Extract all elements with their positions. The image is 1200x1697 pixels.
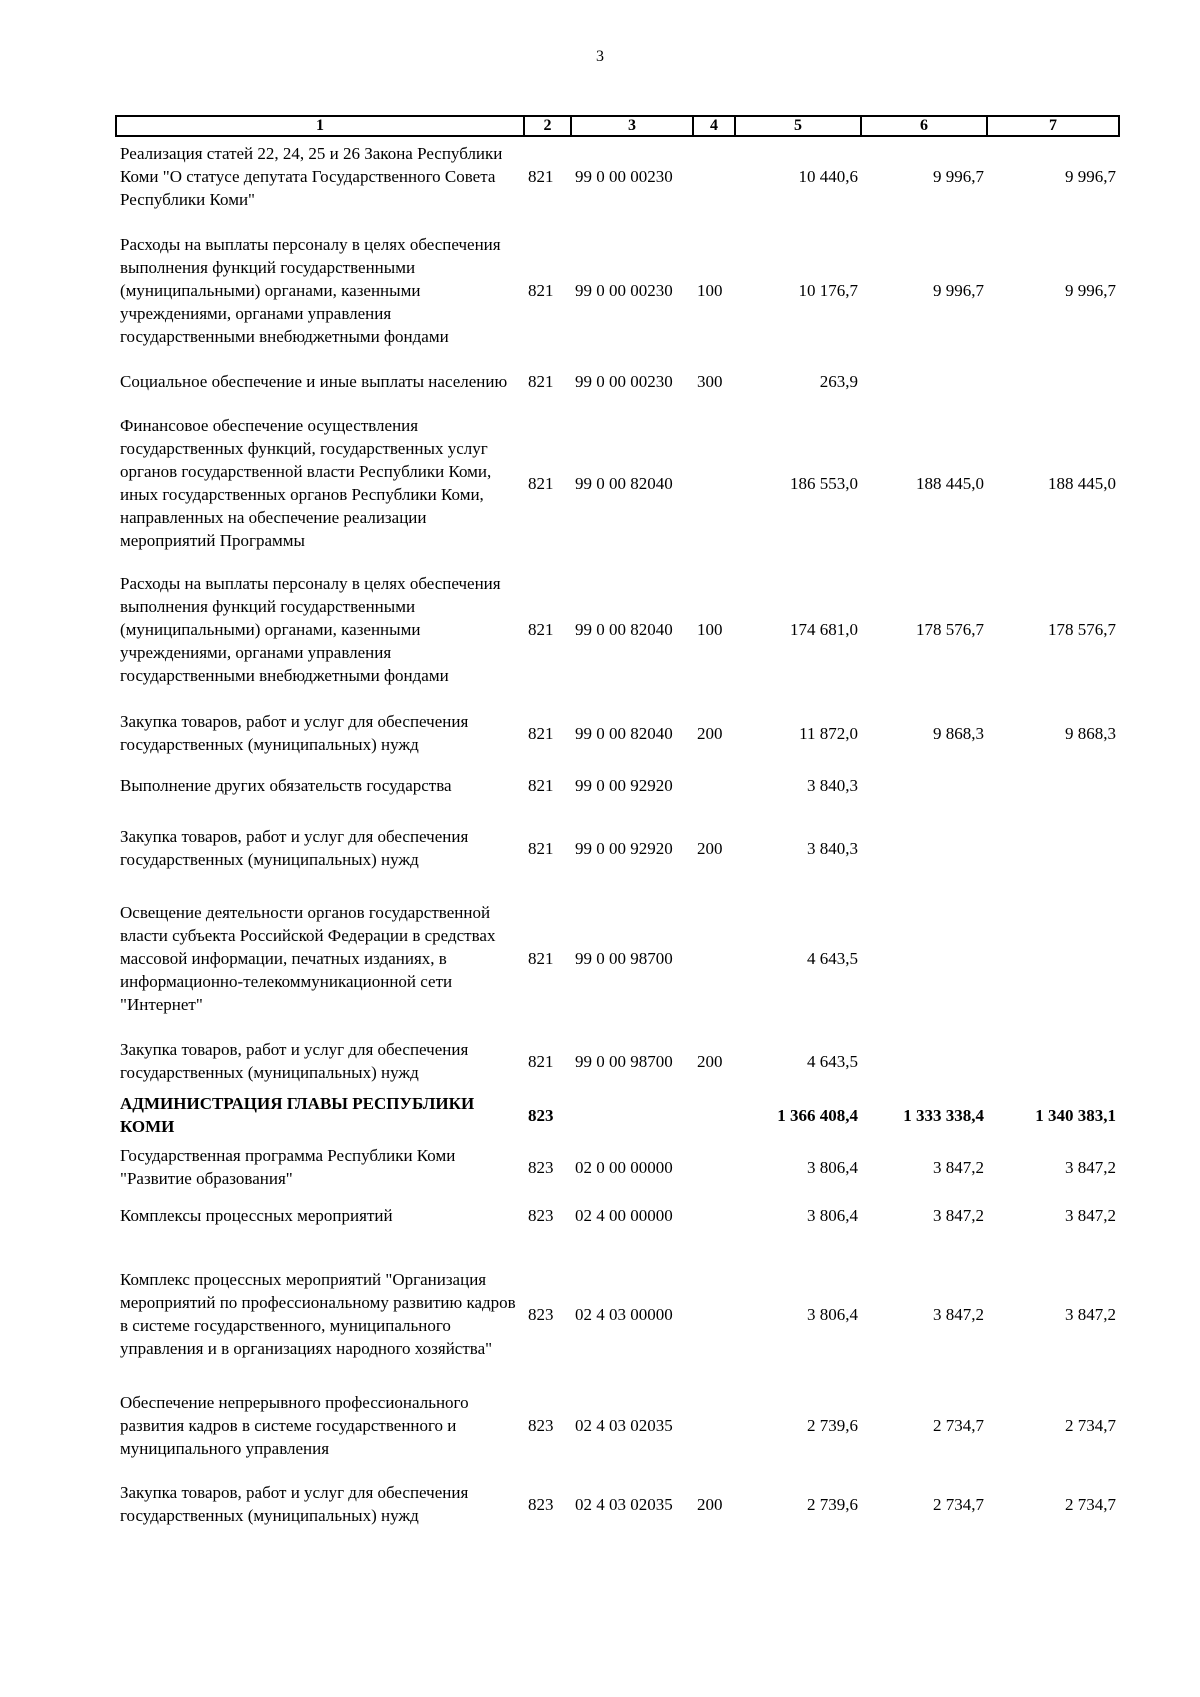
row-name: Комплексы процессных мероприятий	[120, 1205, 393, 1225]
row-csr: 02 4 00 00000	[575, 1205, 673, 1225]
row-ved: 821	[528, 620, 554, 639]
row-value-5: 1 366 408,4	[777, 1105, 858, 1125]
row-ved: 821	[528, 281, 554, 300]
row-ved: 823	[528, 1304, 554, 1324]
row-value-6: 178 576,7	[916, 620, 984, 639]
table-row	[116, 898, 1119, 1019]
row-value-6: 9 996,7	[933, 167, 984, 186]
row-name: Закупка товаров, работ и услуг для обеспечения государственных (муниципальных) нужд	[120, 1040, 469, 1082]
row-ved: 823	[528, 1205, 554, 1225]
row-name: Реализация статей 22, 24, 25 и 26 Закона Республики Коми "О статусе депутата Государственного Совета Республики Коми"	[120, 144, 503, 209]
row-vr	[693, 1387, 735, 1463]
table-row	[116, 1387, 1119, 1463]
row-ved: 823	[528, 1157, 554, 1177]
row-value-5: 11 872,0	[799, 723, 858, 743]
row-value-5: 4 643,5	[807, 1051, 858, 1071]
row-name: Закупка товаров, работ и услуг для обеспечения государственных (муниципальных) нужд	[120, 712, 469, 754]
row-vr: 100	[697, 281, 723, 300]
row-value-5: 3 840,3	[807, 775, 858, 795]
row-csr: 99 0 00 00230	[575, 167, 673, 186]
table-row	[116, 230, 1119, 351]
row-value-6: 3 847,2	[933, 1157, 984, 1177]
header-row	[116, 116, 1119, 136]
row-value-5: 3 806,4	[807, 1157, 858, 1177]
row-value-6: 3 847,2	[933, 1205, 984, 1225]
row-value-5: 2 739,6	[807, 1494, 858, 1514]
row-vr: 200	[697, 1051, 723, 1071]
row-value-6	[861, 898, 987, 1019]
row-value-7: 9 868,3	[1065, 723, 1116, 743]
header-col-4: 4	[693, 116, 735, 136]
row-value-5: 186 553,0	[790, 473, 858, 493]
row-value-5: 10 176,7	[798, 281, 858, 300]
row-ved: 823	[528, 1415, 554, 1435]
row-vr	[693, 411, 735, 555]
row-vr	[693, 136, 735, 216]
row-value-6	[861, 1033, 987, 1089]
row-csr: 99 0 00 92920	[575, 775, 673, 795]
header-col-6: 6	[861, 116, 987, 136]
row-value-6	[861, 822, 987, 874]
row-csr: 99 0 00 98700	[575, 949, 673, 968]
row-value-5: 10 440,6	[798, 167, 858, 186]
row-value-7: 3 847,2	[1065, 1205, 1116, 1225]
row-value-5: 4 643,5	[807, 949, 858, 968]
row-name: Выполнение других обязательств государства	[120, 775, 452, 795]
row-csr: 02 4 03 02035	[575, 1494, 673, 1514]
row-name: Закупка товаров, работ и услуг для обеспечения государственных (муниципальных) нужд	[120, 827, 469, 869]
row-vr	[693, 1141, 735, 1193]
row-ved: 821	[528, 949, 554, 968]
row-csr: 02 4 03 00000	[575, 1304, 673, 1324]
row-vr: 200	[697, 838, 723, 858]
row-value-6: 2 734,7	[933, 1494, 984, 1514]
row-vr	[693, 1255, 735, 1373]
table-row	[116, 569, 1119, 690]
row-value-7: 1 340 383,1	[1035, 1105, 1116, 1125]
table-row	[116, 704, 1119, 762]
row-value-7: 2 734,7	[1065, 1494, 1116, 1514]
row-value-5: 3 806,4	[807, 1304, 858, 1324]
table-row	[116, 1089, 1119, 1141]
row-value-6: 188 445,0	[916, 473, 984, 493]
row-name: Финансовое обеспечение осуществления государственных функций, государственных услуг органов государственной власти Республики Коми, иных государственных органов Республики Коми, направленных на обеспечение реализации мероприятий Программы	[120, 416, 492, 550]
row-name: Государственная программа Республики Коми "Развитие образования"	[120, 1146, 456, 1188]
row-csr: 99 0 00 82040	[575, 723, 673, 743]
row-csr: 99 0 00 98700	[575, 1051, 673, 1071]
row-value-7	[987, 762, 1119, 808]
row-value-7: 178 576,7	[1048, 620, 1116, 639]
row-value-7: 2 734,7	[1065, 1415, 1116, 1435]
header-col-3: 3	[571, 116, 693, 136]
header-col-5: 5	[735, 116, 861, 136]
page-number: 3	[596, 48, 604, 65]
header-col-1: 1	[116, 116, 524, 136]
table-row	[116, 822, 1119, 874]
row-ved: 821	[528, 167, 554, 186]
row-vr: 200	[697, 1494, 723, 1514]
row-csr: 99 0 00 00230	[575, 371, 673, 391]
row-vr: 100	[697, 620, 723, 639]
row-value-6: 3 847,2	[933, 1304, 984, 1324]
table-row	[116, 1193, 1119, 1237]
row-value-5: 263,9	[819, 371, 858, 391]
table-row	[116, 351, 1119, 411]
row-value-5: 3 840,3	[807, 838, 858, 858]
row-name: АДМИНИСТРАЦИЯ ГЛАВЫ РЕСПУБЛИКИ КОМИ	[120, 1094, 475, 1136]
row-value-7: 9 996,7	[1065, 167, 1116, 186]
row-value-7	[987, 898, 1119, 1019]
row-vr	[693, 762, 735, 808]
table-row	[116, 411, 1119, 555]
table-row	[116, 1033, 1119, 1089]
row-vr: 300	[697, 371, 723, 391]
row-name: Освещение деятельности органов государственной власти субъекта Российской Федерации в средствах массовой информации, печатных изданиях, в информационно-телекоммуникационной сети "Интернет"	[120, 903, 496, 1014]
row-name: Обеспечение непрерывного профессионального развития кадров в системе государственного и муниципального управления	[120, 1392, 469, 1458]
row-value-6: 1 333 338,4	[903, 1105, 984, 1125]
row-name: Закупка товаров, работ и услуг для обеспечения государственных (муниципальных) нужд	[120, 1483, 469, 1525]
row-name: Расходы на выплаты персоналу в целях обеспечения выполнения функций государственными (муниципальными) органами, казенными учреждениями, органами управления государственными внебюджетными фондами	[120, 574, 501, 685]
row-value-6: 2 734,7	[933, 1415, 984, 1435]
row-value-7: 9 996,7	[1065, 281, 1116, 300]
row-name: Расходы на выплаты персоналу в целях обеспечения выполнения функций государственными (муниципальными) органами, казенными учреждениями, органами управления государственными внебюджетными фондами	[120, 235, 501, 346]
table-row	[116, 1141, 1119, 1193]
row-value-7	[987, 822, 1119, 874]
header-col-2: 2	[524, 116, 571, 136]
row-value-5: 3 806,4	[807, 1205, 858, 1225]
row-value-5: 2 739,6	[807, 1415, 858, 1435]
row-csr: 99 0 00 82040	[575, 473, 673, 493]
table-row	[116, 1255, 1119, 1373]
row-csr: 99 0 00 00230	[575, 281, 673, 300]
row-ved: 821	[528, 775, 554, 795]
row-value-5: 174 681,0	[790, 620, 858, 639]
row-value-7	[987, 1033, 1119, 1089]
row-value-7: 3 847,2	[1065, 1304, 1116, 1324]
row-csr: 02 4 03 02035	[575, 1415, 673, 1435]
row-value-7: 188 445,0	[1048, 473, 1116, 493]
row-ved: 823	[528, 1105, 554, 1125]
row-ved: 821	[528, 371, 554, 391]
row-value-6: 9 996,7	[933, 281, 984, 300]
row-value-6: 9 868,3	[933, 723, 984, 743]
row-vr	[693, 1089, 735, 1141]
row-vr	[693, 898, 735, 1019]
table-row	[116, 136, 1119, 216]
row-value-7	[987, 351, 1119, 411]
row-ved: 821	[528, 838, 554, 858]
table-row	[116, 1477, 1119, 1531]
row-name: Социальное обеспечение и иные выплаты населению	[120, 371, 508, 391]
row-value-7: 3 847,2	[1065, 1157, 1116, 1177]
row-csr: 02 0 00 00000	[575, 1157, 673, 1177]
header-col-7: 7	[987, 116, 1119, 136]
row-vr	[693, 1193, 735, 1237]
row-name: Комплекс процессных мероприятий "Организация мероприятий по профессиональному развитию кадров в системе государственного, муниципального управления и в организациях народного хозяйства"	[120, 1270, 516, 1358]
row-csr	[571, 1089, 693, 1141]
row-ved: 821	[528, 723, 554, 743]
row-ved: 821	[528, 1051, 554, 1071]
row-value-6	[861, 351, 987, 411]
row-vr: 200	[697, 723, 723, 743]
row-ved: 823	[528, 1494, 554, 1514]
row-value-6	[861, 762, 987, 808]
row-csr: 99 0 00 82040	[575, 620, 673, 639]
table-row	[116, 762, 1119, 808]
row-ved: 821	[528, 473, 554, 493]
budget-table	[115, 115, 1120, 1531]
row-csr: 99 0 00 92920	[575, 838, 673, 858]
